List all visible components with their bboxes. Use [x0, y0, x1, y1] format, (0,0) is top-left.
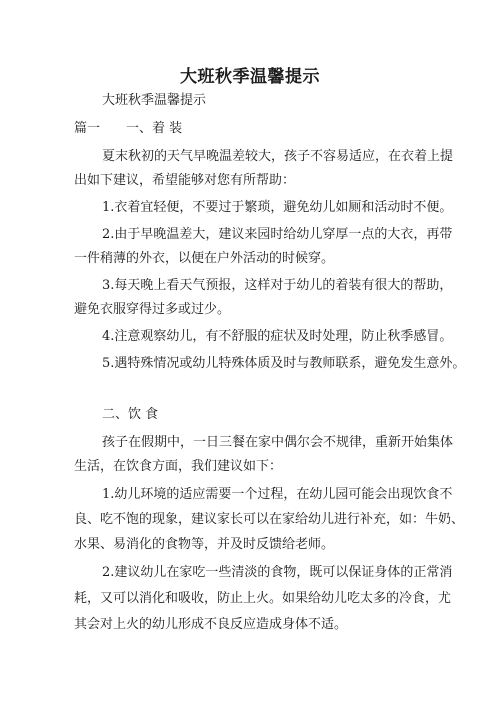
document-title: 大班秋季温馨提示: [180, 67, 320, 87]
section1-intro-line2: 出如下建议，希望能够对您有所帮助：: [74, 173, 296, 188]
section1-item2-line1: 2.由于早晚温差大，建议来园时给幼儿穿厚一点的大衣，再带: [102, 227, 453, 242]
section1-item2-line2: 一件稍薄的外衣，以便在户外活动的时候穿。: [74, 251, 335, 266]
document-subtitle: 大班秋季温馨提示: [102, 93, 207, 108]
section1-heading-row: [74, 120, 182, 138]
section1-intro-line1: 夏末秋初的天气早晚温差较大，孩子不容易适应，在衣着上提: [102, 149, 454, 164]
section2-intro-line1: 孩子在假期中，一日三餐在家中偶尔会不规律，重新开始集体: [102, 435, 454, 450]
section2-intro-line2: 生活，在饮食方面，我们建议如下：: [74, 459, 283, 474]
section2-item2-line2: 耗，又可以消化和吸收，防止上火。如果给幼儿吃太多的冷食，尤: [74, 591, 452, 606]
section1-item4: 4.注意观察幼儿，有不舒服的症状及时处理，防止秋季感冒。: [102, 329, 453, 344]
section2-item2-line1: 2.建议幼儿在家吃一些清淡的食物，既可以保证身体的正常消: [102, 565, 453, 580]
section1-item5: 5.遇特殊情况或幼儿特殊体质及时与教师联系，避免发生意外。: [102, 356, 466, 371]
section1-item1: 1.衣着宜轻便，不要过于繁琐，避免幼儿如厕和活动时不便。: [102, 200, 453, 215]
section1-item3-line2: 避免衣服穿得过多或过少。: [74, 302, 231, 317]
section2-item1-line3: 水果、易消化的食物等，并及时反馈给老师。: [74, 537, 335, 552]
section1-item3-line1: 3.每天晚上看天气预报，这样对于幼儿的着装有很大的帮助，: [102, 278, 453, 293]
section2-item1-line2: 良、吃不饱的现象，建议家长可以在家给幼儿进行补充，如：牛奶、: [74, 512, 465, 527]
section2-item2-line3: 其会对上火的幼儿形成不良反应造成身体不适。: [74, 617, 348, 632]
section2-heading: 二、饮 食: [102, 407, 159, 422]
section2-item1-line1: 1.幼儿环境的适应需要一个过程，在幼儿园可能会出现饮食不: [102, 487, 453, 502]
section1-prefix: 篇一: [74, 121, 101, 136]
section1-heading: 一、着 装: [126, 121, 183, 136]
